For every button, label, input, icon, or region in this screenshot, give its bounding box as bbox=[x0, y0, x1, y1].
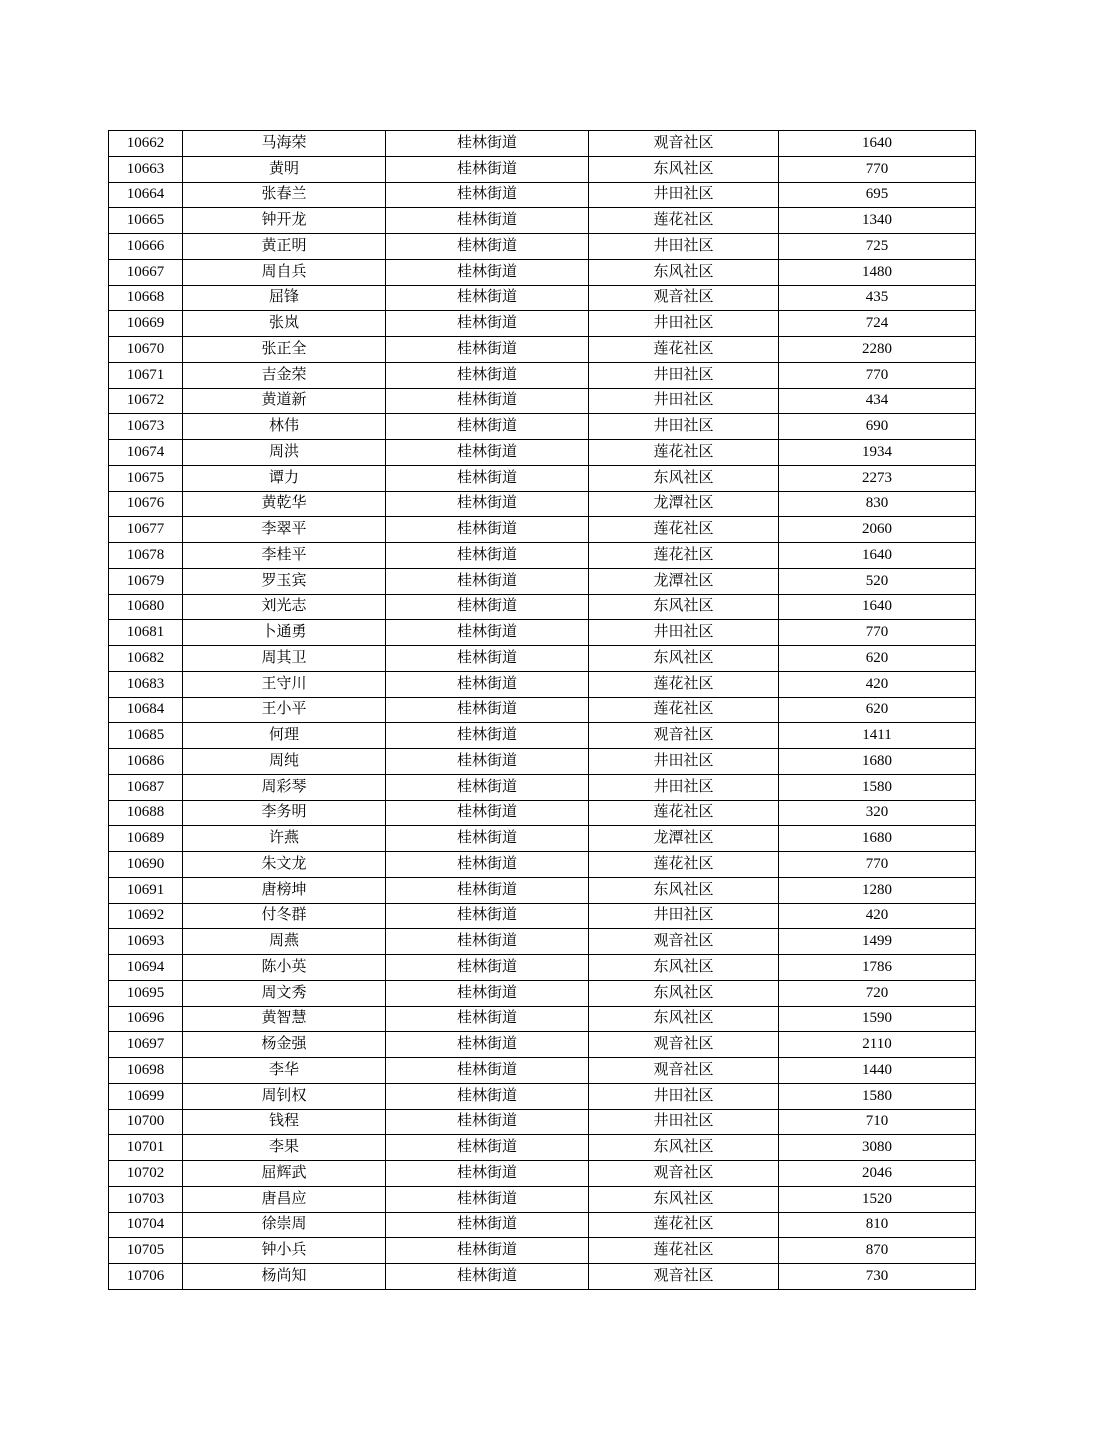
cell-street: 桂林街道 bbox=[386, 852, 589, 878]
cell-amount: 695 bbox=[779, 182, 976, 208]
cell-street: 桂林街道 bbox=[386, 697, 589, 723]
cell-name: 林伟 bbox=[183, 414, 386, 440]
cell-street: 桂林街道 bbox=[386, 980, 589, 1006]
cell-community: 龙潭社区 bbox=[589, 491, 779, 517]
cell-id: 10689 bbox=[109, 826, 183, 852]
table-row bbox=[109, 156, 976, 182]
cell-id: 10677 bbox=[109, 517, 183, 543]
cell-amount: 1680 bbox=[779, 826, 976, 852]
cell-amount: 520 bbox=[779, 568, 976, 594]
cell-id: 10669 bbox=[109, 311, 183, 337]
cell-street: 桂林街道 bbox=[386, 388, 589, 414]
cell-community: 莲花社区 bbox=[589, 697, 779, 723]
cell-community: 莲花社区 bbox=[589, 1212, 779, 1238]
cell-community: 观音社区 bbox=[589, 1264, 779, 1290]
table-row bbox=[109, 362, 976, 388]
cell-amount: 1580 bbox=[779, 774, 976, 800]
table-row bbox=[109, 259, 976, 285]
cell-id: 10678 bbox=[109, 543, 183, 569]
cell-community: 井田社区 bbox=[589, 311, 779, 337]
cell-id: 10696 bbox=[109, 1006, 183, 1032]
cell-street: 桂林街道 bbox=[386, 156, 589, 182]
cell-community: 东风社区 bbox=[589, 955, 779, 981]
cell-amount: 2110 bbox=[779, 1032, 976, 1058]
cell-community: 井田社区 bbox=[589, 1109, 779, 1135]
table-row bbox=[109, 1186, 976, 1212]
cell-community: 观音社区 bbox=[589, 1032, 779, 1058]
cell-id: 10668 bbox=[109, 285, 183, 311]
cell-id: 10687 bbox=[109, 774, 183, 800]
cell-community: 观音社区 bbox=[589, 285, 779, 311]
table-row bbox=[109, 826, 976, 852]
cell-community: 莲花社区 bbox=[589, 1238, 779, 1264]
cell-name: 刘光志 bbox=[183, 594, 386, 620]
cell-street: 桂林街道 bbox=[386, 543, 589, 569]
cell-community: 东风社区 bbox=[589, 877, 779, 903]
cell-name: 屈锋 bbox=[183, 285, 386, 311]
table-row bbox=[109, 903, 976, 929]
cell-street: 桂林街道 bbox=[386, 182, 589, 208]
table-row bbox=[109, 1058, 976, 1084]
cell-street: 桂林街道 bbox=[386, 620, 589, 646]
cell-community: 东风社区 bbox=[589, 465, 779, 491]
cell-street: 桂林街道 bbox=[386, 1032, 589, 1058]
cell-id: 10695 bbox=[109, 980, 183, 1006]
cell-name: 唐榜坤 bbox=[183, 877, 386, 903]
cell-name: 卜通勇 bbox=[183, 620, 386, 646]
cell-street: 桂林街道 bbox=[386, 1006, 589, 1032]
cell-id: 10682 bbox=[109, 646, 183, 672]
records-table-body bbox=[109, 131, 976, 1290]
records-table bbox=[108, 130, 976, 1290]
table-row bbox=[109, 723, 976, 749]
cell-amount: 1340 bbox=[779, 208, 976, 234]
table-row bbox=[109, 543, 976, 569]
cell-amount: 770 bbox=[779, 156, 976, 182]
cell-street: 桂林街道 bbox=[386, 131, 589, 157]
cell-community: 观音社区 bbox=[589, 1058, 779, 1084]
cell-street: 桂林街道 bbox=[386, 723, 589, 749]
cell-id: 10662 bbox=[109, 131, 183, 157]
cell-amount: 1580 bbox=[779, 1083, 976, 1109]
table-row bbox=[109, 311, 976, 337]
cell-name: 许燕 bbox=[183, 826, 386, 852]
cell-amount: 620 bbox=[779, 646, 976, 672]
cell-name: 钱程 bbox=[183, 1109, 386, 1135]
cell-amount: 420 bbox=[779, 903, 976, 929]
cell-name: 周其卫 bbox=[183, 646, 386, 672]
cell-community: 井田社区 bbox=[589, 414, 779, 440]
cell-id: 10665 bbox=[109, 208, 183, 234]
cell-street: 桂林街道 bbox=[386, 1212, 589, 1238]
cell-id: 10688 bbox=[109, 800, 183, 826]
cell-name: 王小平 bbox=[183, 697, 386, 723]
cell-name: 张岚 bbox=[183, 311, 386, 337]
cell-id: 10685 bbox=[109, 723, 183, 749]
cell-street: 桂林街道 bbox=[386, 568, 589, 594]
cell-name: 李桂平 bbox=[183, 543, 386, 569]
cell-amount: 770 bbox=[779, 620, 976, 646]
cell-street: 桂林街道 bbox=[386, 517, 589, 543]
cell-amount: 620 bbox=[779, 697, 976, 723]
cell-amount: 1280 bbox=[779, 877, 976, 903]
cell-id: 10684 bbox=[109, 697, 183, 723]
cell-community: 观音社区 bbox=[589, 723, 779, 749]
cell-id: 10663 bbox=[109, 156, 183, 182]
table-row bbox=[109, 1212, 976, 1238]
cell-street: 桂林街道 bbox=[386, 465, 589, 491]
cell-name: 黄正明 bbox=[183, 234, 386, 260]
cell-amount: 770 bbox=[779, 362, 976, 388]
cell-amount: 770 bbox=[779, 852, 976, 878]
table-row bbox=[109, 465, 976, 491]
table-row bbox=[109, 671, 976, 697]
cell-id: 10673 bbox=[109, 414, 183, 440]
cell-street: 桂林街道 bbox=[386, 1109, 589, 1135]
cell-street: 桂林街道 bbox=[386, 1238, 589, 1264]
cell-community: 东风社区 bbox=[589, 1186, 779, 1212]
table-row bbox=[109, 208, 976, 234]
cell-name: 李翠平 bbox=[183, 517, 386, 543]
table-row bbox=[109, 1161, 976, 1187]
cell-id: 10698 bbox=[109, 1058, 183, 1084]
cell-id: 10680 bbox=[109, 594, 183, 620]
cell-street: 桂林街道 bbox=[386, 234, 589, 260]
cell-community: 井田社区 bbox=[589, 182, 779, 208]
cell-street: 桂林街道 bbox=[386, 594, 589, 620]
cell-id: 10690 bbox=[109, 852, 183, 878]
cell-id: 10674 bbox=[109, 440, 183, 466]
cell-name: 黄智慧 bbox=[183, 1006, 386, 1032]
cell-id: 10683 bbox=[109, 671, 183, 697]
cell-id: 10692 bbox=[109, 903, 183, 929]
table-row bbox=[109, 1135, 976, 1161]
cell-id: 10700 bbox=[109, 1109, 183, 1135]
cell-name: 李华 bbox=[183, 1058, 386, 1084]
cell-community: 井田社区 bbox=[589, 903, 779, 929]
cell-id: 10694 bbox=[109, 955, 183, 981]
cell-name: 周自兵 bbox=[183, 259, 386, 285]
cell-community: 东风社区 bbox=[589, 259, 779, 285]
cell-community: 莲花社区 bbox=[589, 852, 779, 878]
cell-amount: 1640 bbox=[779, 131, 976, 157]
cell-community: 东风社区 bbox=[589, 1006, 779, 1032]
cell-amount: 1499 bbox=[779, 929, 976, 955]
cell-amount: 870 bbox=[779, 1238, 976, 1264]
table-row bbox=[109, 620, 976, 646]
cell-id: 10670 bbox=[109, 337, 183, 363]
cell-street: 桂林街道 bbox=[386, 259, 589, 285]
cell-community: 东风社区 bbox=[589, 156, 779, 182]
cell-community: 龙潭社区 bbox=[589, 826, 779, 852]
cell-community: 莲花社区 bbox=[589, 671, 779, 697]
cell-community: 龙潭社区 bbox=[589, 568, 779, 594]
cell-id: 10703 bbox=[109, 1186, 183, 1212]
cell-street: 桂林街道 bbox=[386, 671, 589, 697]
table-row bbox=[109, 568, 976, 594]
table-row bbox=[109, 877, 976, 903]
cell-name: 张正全 bbox=[183, 337, 386, 363]
cell-community: 观音社区 bbox=[589, 131, 779, 157]
cell-id: 10704 bbox=[109, 1212, 183, 1238]
cell-street: 桂林街道 bbox=[386, 646, 589, 672]
table-row bbox=[109, 337, 976, 363]
table-row bbox=[109, 285, 976, 311]
cell-name: 马海荣 bbox=[183, 131, 386, 157]
cell-name: 李果 bbox=[183, 1135, 386, 1161]
cell-street: 桂林街道 bbox=[386, 929, 589, 955]
cell-street: 桂林街道 bbox=[386, 955, 589, 981]
cell-id: 10672 bbox=[109, 388, 183, 414]
table-row bbox=[109, 1032, 976, 1058]
cell-amount: 720 bbox=[779, 980, 976, 1006]
cell-street: 桂林街道 bbox=[386, 1161, 589, 1187]
cell-name: 朱文龙 bbox=[183, 852, 386, 878]
cell-street: 桂林街道 bbox=[386, 362, 589, 388]
table-row bbox=[109, 414, 976, 440]
cell-name: 周纯 bbox=[183, 749, 386, 775]
cell-id: 10701 bbox=[109, 1135, 183, 1161]
table-row bbox=[109, 980, 976, 1006]
cell-community: 东风社区 bbox=[589, 646, 779, 672]
cell-community: 井田社区 bbox=[589, 749, 779, 775]
cell-name: 何理 bbox=[183, 723, 386, 749]
cell-name: 钟开龙 bbox=[183, 208, 386, 234]
cell-street: 桂林街道 bbox=[386, 311, 589, 337]
cell-name: 周燕 bbox=[183, 929, 386, 955]
table-row bbox=[109, 1109, 976, 1135]
table-row bbox=[109, 1006, 976, 1032]
cell-street: 桂林街道 bbox=[386, 1135, 589, 1161]
table-row bbox=[109, 1264, 976, 1290]
cell-street: 桂林街道 bbox=[386, 491, 589, 517]
cell-community: 井田社区 bbox=[589, 774, 779, 800]
cell-street: 桂林街道 bbox=[386, 1083, 589, 1109]
cell-name: 屈辉武 bbox=[183, 1161, 386, 1187]
cell-community: 观音社区 bbox=[589, 929, 779, 955]
cell-id: 10699 bbox=[109, 1083, 183, 1109]
cell-amount: 1440 bbox=[779, 1058, 976, 1084]
table-row bbox=[109, 234, 976, 260]
cell-id: 10664 bbox=[109, 182, 183, 208]
cell-community: 观音社区 bbox=[589, 1161, 779, 1187]
cell-name: 周钊权 bbox=[183, 1083, 386, 1109]
cell-street: 桂林街道 bbox=[386, 208, 589, 234]
cell-amount: 2060 bbox=[779, 517, 976, 543]
cell-id: 10667 bbox=[109, 259, 183, 285]
cell-amount: 435 bbox=[779, 285, 976, 311]
cell-community: 莲花社区 bbox=[589, 337, 779, 363]
cell-amount: 830 bbox=[779, 491, 976, 517]
cell-street: 桂林街道 bbox=[386, 774, 589, 800]
cell-name: 王守川 bbox=[183, 671, 386, 697]
cell-street: 桂林街道 bbox=[386, 826, 589, 852]
cell-amount: 1520 bbox=[779, 1186, 976, 1212]
cell-community: 东风社区 bbox=[589, 594, 779, 620]
cell-amount: 320 bbox=[779, 800, 976, 826]
cell-street: 桂林街道 bbox=[386, 414, 589, 440]
cell-amount: 1590 bbox=[779, 1006, 976, 1032]
cell-name: 黄明 bbox=[183, 156, 386, 182]
cell-name: 谭力 bbox=[183, 465, 386, 491]
cell-name: 付冬群 bbox=[183, 903, 386, 929]
cell-id: 10676 bbox=[109, 491, 183, 517]
cell-name: 李务明 bbox=[183, 800, 386, 826]
table-row bbox=[109, 517, 976, 543]
cell-street: 桂林街道 bbox=[386, 1186, 589, 1212]
table-row bbox=[109, 1238, 976, 1264]
cell-name: 钟小兵 bbox=[183, 1238, 386, 1264]
cell-id: 10679 bbox=[109, 568, 183, 594]
cell-name: 杨尚知 bbox=[183, 1264, 386, 1290]
cell-street: 桂林街道 bbox=[386, 1264, 589, 1290]
cell-id: 10706 bbox=[109, 1264, 183, 1290]
table-row bbox=[109, 1083, 976, 1109]
cell-amount: 1680 bbox=[779, 749, 976, 775]
table-row bbox=[109, 388, 976, 414]
cell-community: 东风社区 bbox=[589, 1135, 779, 1161]
cell-amount: 724 bbox=[779, 311, 976, 337]
cell-id: 10681 bbox=[109, 620, 183, 646]
table-row bbox=[109, 800, 976, 826]
cell-amount: 710 bbox=[779, 1109, 976, 1135]
table-row bbox=[109, 182, 976, 208]
cell-id: 10705 bbox=[109, 1238, 183, 1264]
cell-community: 井田社区 bbox=[589, 234, 779, 260]
cell-name: 黄乾华 bbox=[183, 491, 386, 517]
cell-street: 桂林街道 bbox=[386, 285, 589, 311]
cell-id: 10702 bbox=[109, 1161, 183, 1187]
cell-community: 莲花社区 bbox=[589, 440, 779, 466]
table-row bbox=[109, 774, 976, 800]
cell-community: 东风社区 bbox=[589, 980, 779, 1006]
cell-amount: 2280 bbox=[779, 337, 976, 363]
cell-amount: 1640 bbox=[779, 543, 976, 569]
cell-street: 桂林街道 bbox=[386, 903, 589, 929]
cell-amount: 725 bbox=[779, 234, 976, 260]
cell-community: 井田社区 bbox=[589, 620, 779, 646]
cell-street: 桂林街道 bbox=[386, 800, 589, 826]
cell-street: 桂林街道 bbox=[386, 749, 589, 775]
cell-amount: 2046 bbox=[779, 1161, 976, 1187]
cell-community: 莲花社区 bbox=[589, 208, 779, 234]
table-row bbox=[109, 852, 976, 878]
cell-id: 10675 bbox=[109, 465, 183, 491]
cell-community: 井田社区 bbox=[589, 362, 779, 388]
table-row bbox=[109, 131, 976, 157]
cell-community: 莲花社区 bbox=[589, 517, 779, 543]
table-row bbox=[109, 646, 976, 672]
table-row bbox=[109, 955, 976, 981]
cell-name: 陈小英 bbox=[183, 955, 386, 981]
table-row bbox=[109, 491, 976, 517]
cell-name: 唐昌应 bbox=[183, 1186, 386, 1212]
cell-name: 张春兰 bbox=[183, 182, 386, 208]
cell-name: 周文秀 bbox=[183, 980, 386, 1006]
cell-street: 桂林街道 bbox=[386, 1058, 589, 1084]
cell-amount: 1786 bbox=[779, 955, 976, 981]
cell-community: 莲花社区 bbox=[589, 543, 779, 569]
cell-amount: 3080 bbox=[779, 1135, 976, 1161]
table-row bbox=[109, 749, 976, 775]
cell-id: 10671 bbox=[109, 362, 183, 388]
table-row bbox=[109, 594, 976, 620]
cell-amount: 810 bbox=[779, 1212, 976, 1238]
cell-community: 井田社区 bbox=[589, 388, 779, 414]
table-row bbox=[109, 697, 976, 723]
cell-amount: 1480 bbox=[779, 259, 976, 285]
cell-name: 吉金荣 bbox=[183, 362, 386, 388]
cell-street: 桂林街道 bbox=[386, 440, 589, 466]
cell-name: 黄道新 bbox=[183, 388, 386, 414]
cell-amount: 1934 bbox=[779, 440, 976, 466]
table-row bbox=[109, 440, 976, 466]
cell-amount: 1640 bbox=[779, 594, 976, 620]
cell-name: 周洪 bbox=[183, 440, 386, 466]
cell-name: 罗玉宾 bbox=[183, 568, 386, 594]
cell-amount: 434 bbox=[779, 388, 976, 414]
cell-amount: 1411 bbox=[779, 723, 976, 749]
cell-id: 10666 bbox=[109, 234, 183, 260]
table-row bbox=[109, 929, 976, 955]
cell-id: 10686 bbox=[109, 749, 183, 775]
cell-id: 10691 bbox=[109, 877, 183, 903]
cell-street: 桂林街道 bbox=[386, 337, 589, 363]
cell-amount: 2273 bbox=[779, 465, 976, 491]
cell-street: 桂林街道 bbox=[386, 877, 589, 903]
cell-amount: 420 bbox=[779, 671, 976, 697]
cell-amount: 690 bbox=[779, 414, 976, 440]
cell-name: 徐崇周 bbox=[183, 1212, 386, 1238]
cell-community: 莲花社区 bbox=[589, 800, 779, 826]
cell-name: 杨金强 bbox=[183, 1032, 386, 1058]
cell-community: 井田社区 bbox=[589, 1083, 779, 1109]
cell-id: 10693 bbox=[109, 929, 183, 955]
cell-id: 10697 bbox=[109, 1032, 183, 1058]
cell-name: 周彩琴 bbox=[183, 774, 386, 800]
cell-amount: 730 bbox=[779, 1264, 976, 1290]
